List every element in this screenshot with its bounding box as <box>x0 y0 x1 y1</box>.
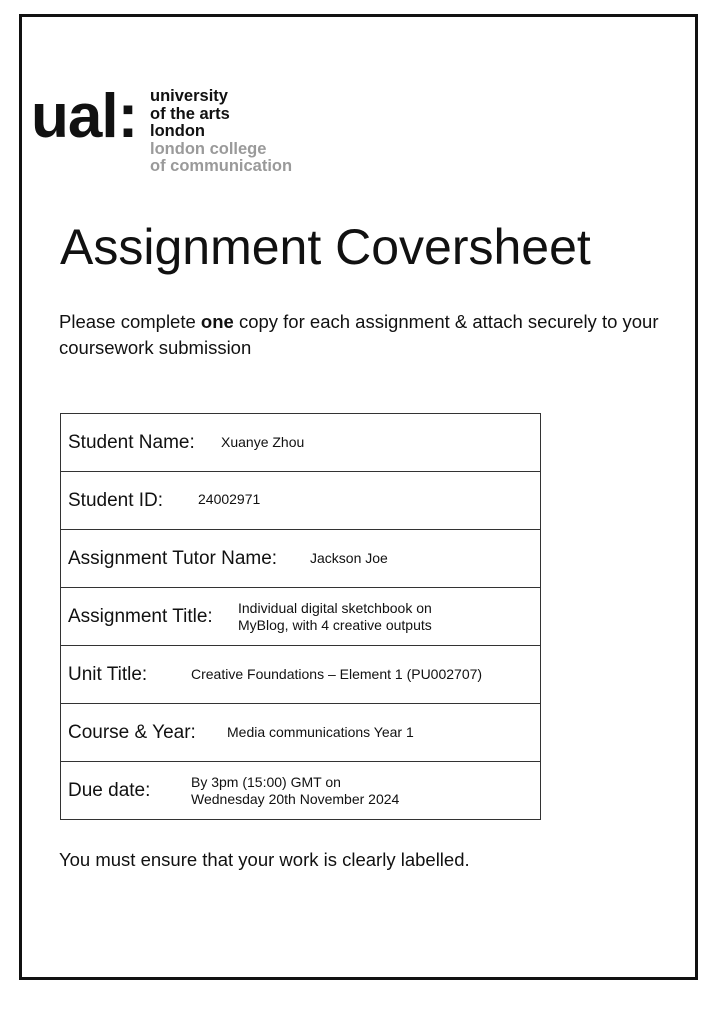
field-row-due-date <box>61 762 540 819</box>
field-value: 24002971 <box>198 491 261 507</box>
field-value: Jackson Joe <box>310 550 388 566</box>
field-value: Creative Foundations – Element 1 (PU002707) <box>191 666 483 682</box>
coversheet-table <box>60 413 541 820</box>
field-value: Xuanye Zhou <box>221 434 305 450</box>
field-label: Due date: <box>68 779 151 801</box>
logo-mark: ual: <box>31 82 138 151</box>
field-label: Assignment Title: <box>68 605 213 627</box>
intro-text <box>59 309 679 361</box>
field-value: Media communications Year 1 <box>227 724 414 740</box>
field-row-assignment-title <box>61 588 540 646</box>
logo-wordmark <box>150 88 292 176</box>
logo-line: university <box>150 87 228 105</box>
intro-emphasis: one <box>200 311 234 332</box>
field-label: Student ID: <box>68 489 164 511</box>
logo-line: london <box>150 122 205 140</box>
field-value: By 3pm (15:00) GMT on Wednesday 20th November 2024 <box>191 773 400 807</box>
field-label: Student Name: <box>68 431 195 453</box>
intro-after: copy for each assignment & attach securely to your coursework submission <box>59 311 659 358</box>
intro-before: Please complete <box>59 311 201 332</box>
logo-line: of the arts <box>150 104 230 123</box>
field-row-tutor-name <box>61 530 540 588</box>
field-row-student-name <box>61 414 540 472</box>
field-row-unit-title <box>61 646 540 704</box>
logo-college-line: of communication <box>150 157 293 175</box>
field-label: Course & Year: <box>68 721 196 743</box>
field-label: Unit Title: <box>68 663 148 685</box>
logo-college-line: london college <box>150 139 267 158</box>
field-value: Individual digital sketchbook on MyBlog, with 4 creative outputs <box>238 599 432 633</box>
document-title: Assignment Coversheet <box>60 219 591 275</box>
field-label: Assignment Tutor Name: <box>68 547 278 569</box>
labelling-notice: You must ensure that your work is clearly labelled. <box>59 849 470 870</box>
field-row-student-id <box>61 472 540 530</box>
field-row-course-year <box>61 704 540 762</box>
